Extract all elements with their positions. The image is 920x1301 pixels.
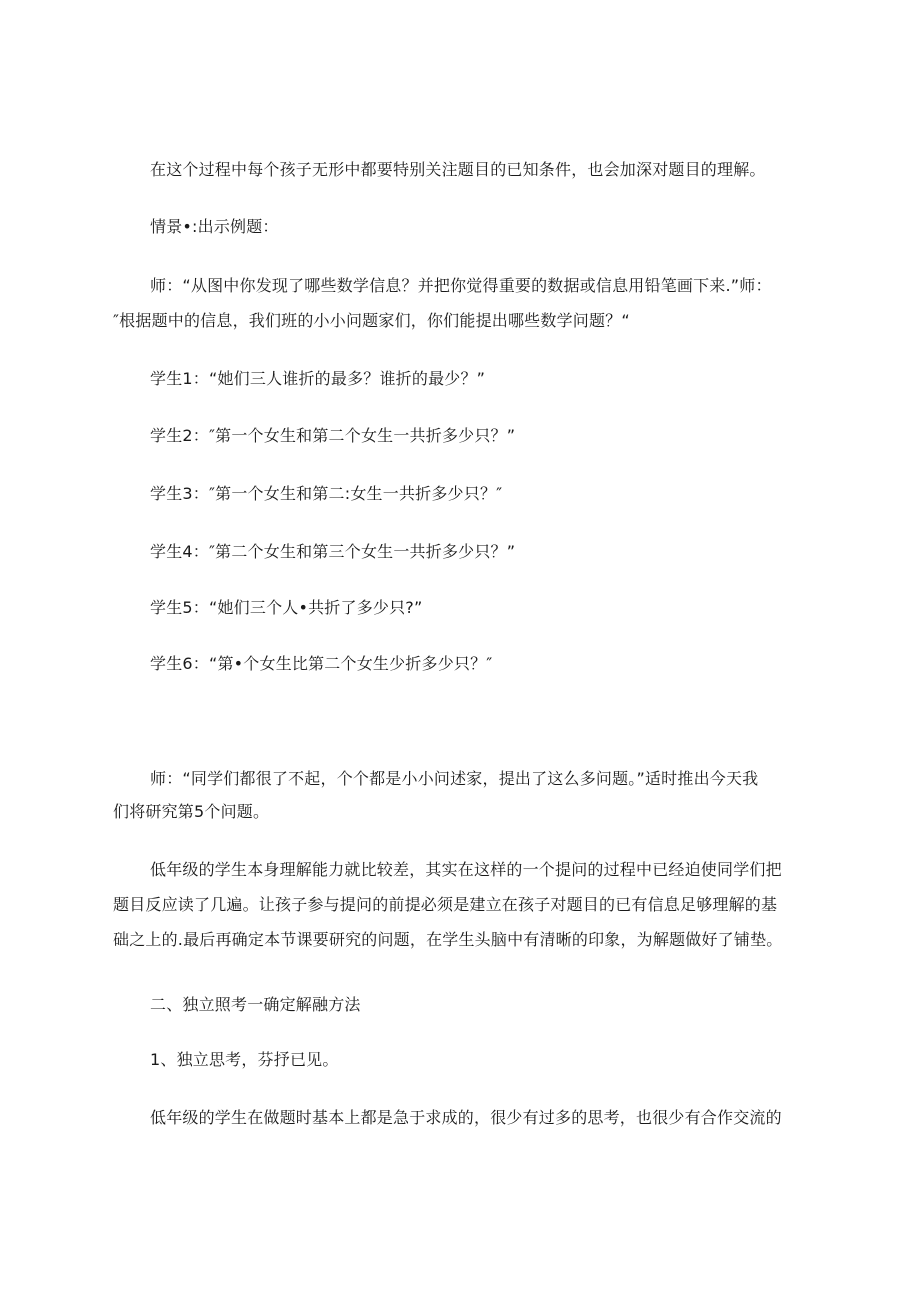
teacher-praise-line-2: 们将研究第5个问题。 (113, 802, 270, 821)
scene-heading: 情景•:出示例题： (150, 217, 279, 236)
teacher-question-line-2: ″根据题中的信息，我们班的小小问题家们，你们能提出哪些数学问题？“ (113, 311, 630, 330)
student-answer-5: 学生5：“她们三个人•共折了多少只?” (150, 598, 423, 617)
analysis-line-2: 题目反应读了几遍。让孩子参与提问的前提必须是建立在孩子对题目的已有信息足够理解的基 (113, 895, 778, 914)
teacher-praise-line-1: 师：“同学们都很了不起，个个都是小小问述家，提出了这么多问题。”适时推出今天我 (150, 769, 759, 788)
student-answer-2: 学生2：″第一个女生和第二个女生一共折多少只？” (150, 426, 516, 445)
analysis-line-1: 低年级的学生本身理解能力就比较差，其实在这样的一个提问的过程中已经迫使同学们把 (150, 860, 782, 879)
analysis-line-3: 础之上的.最后再确定本节课要研究的问题，在学生头脑中有清晰的印象，为解题做好了铺垫。 (113, 930, 783, 949)
teacher-question-line-1: 师：“从图中你发现了哪些数学信息？并把你觉得重要的数据或信息用铅笔画下来.”师： (150, 276, 772, 295)
paragraph-teacher-question (150, 276, 772, 296)
paragraph-intro: 在这个过程中每个孩子无形中都要特别关注题目的已知条件，也会加深对题目的理解。 (150, 160, 766, 179)
student-answer-4: 学生4：″第二个女生和第三个女生一共折多少只？” (150, 542, 516, 561)
subheading-1: 1、独立思考，芬抒已见。 (150, 1050, 339, 1069)
student-answer-1: 学生1：“她们三人谁折的最多？谁折的最少？” (150, 369, 486, 388)
student-answer-6: 学生6：“第•个女生比第二个女生少折多少只？″ (150, 654, 493, 673)
student-answer-3: 学生3：″第一个女生和第二:女生一共折多少只？″ (150, 484, 503, 503)
section-heading-2: 二、独立照考一确定解融方法 (150, 995, 361, 1014)
paragraph-last-line-1: 低年级的学生在做题时基本上都是急于求成的，很少有过多的思考，也很少有合作交流的 (150, 1108, 782, 1127)
